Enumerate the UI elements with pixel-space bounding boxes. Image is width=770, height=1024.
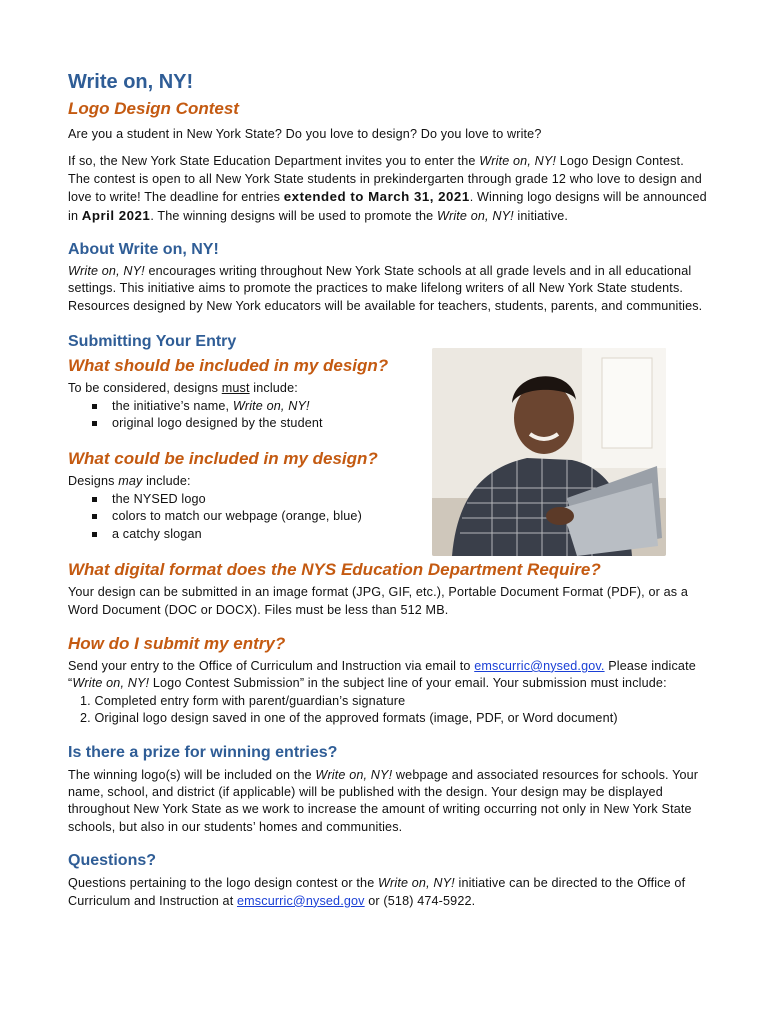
list-item: original logo designed by the student (92, 415, 428, 432)
list-item: the NYSED logo (92, 491, 428, 508)
student-laptop-photo (432, 348, 666, 556)
could-include-heading: What could be included in my design? (68, 449, 378, 469)
text-run: Please indicate “ (68, 658, 696, 691)
must-include-list (92, 398, 428, 433)
list-item (92, 398, 428, 415)
format-heading: What digital format does the NYS Education Department Require? (68, 560, 601, 580)
text-run: Send your entry to the Office of Curriculum and Instruction via email to (68, 658, 475, 673)
text-run: . Winning logo designs will be announced in (68, 190, 707, 223)
initiative-name: Write on, NY! (479, 154, 557, 169)
text-run: Designs (68, 474, 119, 489)
may-include-intro (68, 473, 428, 490)
text-run: Questions pertaining to the logo design contest or the (68, 876, 378, 891)
questions-paragraph (68, 875, 708, 910)
initiative-name: Write on, NY! (68, 264, 145, 279)
must-include-intro (68, 380, 428, 397)
text-run: If so, the New York State Education Department invites you to enter the (68, 154, 480, 169)
about-paragraph (68, 263, 708, 315)
intro-paragraph (68, 153, 708, 225)
page-subtitle: Logo Design Contest (68, 99, 239, 118)
format-paragraph: Your design can be submitted in an image format (JPG, GIF, etc.), Portable Document Format (PDF), or as a Word Document (DOC or DOCX). Files must be less than 512 MB. (68, 585, 689, 617)
list-item: 2. Original logo design saved in one of the approved formats (image, PDF, or Word document) (80, 711, 618, 726)
submission-list (68, 693, 708, 728)
text-run: include: (249, 381, 298, 396)
text-run: encourages writing throughout New York State schools at all grade levels and in all educational settings. This initiative aims to promote the practices to make lifelong writers of all New York State students. Resources designed by New York educators will be available for teachers, students, parents, and communities. (68, 264, 703, 313)
may-include-list (92, 491, 428, 543)
page-title: Write on, NY! (68, 71, 194, 93)
should-include-heading: What should be included in my design? (68, 356, 389, 376)
submit-heading: How do I submit my entry? (68, 633, 286, 653)
text-run: . The winning designs will be used to promote the (150, 208, 437, 223)
text-run: the initiative’s name, (112, 398, 233, 413)
initiative-name: Write on, NY! (315, 767, 393, 782)
announcement-date: April 2021 (81, 207, 151, 223)
intro-questions: Are you a student in New York State? Do you love to design? Do you love to write? (68, 127, 542, 141)
list-item: colors to match our webpage (orange, blue) (92, 508, 428, 525)
text-run: To be considered, designs (68, 381, 222, 396)
deadline-text: extended to March 31, 2021 (283, 189, 470, 205)
initiative-name: Write on, NY! (232, 398, 310, 413)
text-run: Logo Design Contest. The contest is open to all New York State students in prekindergarten through grade 12 who love to design and love to write! The deadline for entries (68, 154, 702, 205)
initiative-name: Write on, NY! (72, 676, 150, 691)
text-run: Logo Contest Submission” in the subject line of your email. Your submission must include: (149, 676, 667, 691)
submitting-heading: Submitting Your Entry (68, 333, 237, 351)
text-run: The winning logo(s) will be included on the (68, 767, 316, 782)
text-run: initiative can be directed to the Office of Curriculum and Instruction at (68, 876, 686, 908)
submitting-section (68, 331, 428, 543)
initiative-name: Write on, NY! (378, 876, 455, 891)
list-item: a catchy slogan (92, 526, 428, 543)
prize-heading: Is there a prize for winning entries? (68, 743, 338, 761)
text-run: or (518) 474-5922. (364, 893, 476, 908)
about-heading: About Write on, NY! (68, 241, 219, 259)
email-link[interactable]: emscurric@nysed.gov (237, 893, 365, 908)
prize-paragraph (68, 767, 708, 837)
must-emphasis: must (221, 381, 250, 396)
text-run: include: (142, 474, 191, 489)
initiative-name: Write on, NY! (436, 208, 514, 223)
may-emphasis: may (118, 474, 143, 489)
questions-heading: Questions? (68, 852, 157, 870)
submit-paragraph (68, 658, 708, 693)
email-link[interactable]: emscurric@nysed.gov. (474, 658, 605, 673)
student-laptop-illustration (432, 348, 666, 556)
list-item: 1. Completed entry form with parent/guardian’s signature (80, 693, 406, 708)
text-run: initiative. (513, 208, 569, 223)
text-run: webpage and associated resources for schools. Your name, school, and district (if applicable) will be published with the design. Your design may be displayed throughout New York State as we work to increase the amount of writing occurring not only in New York State schools, but also in our students’ homes and communities. (68, 767, 699, 834)
